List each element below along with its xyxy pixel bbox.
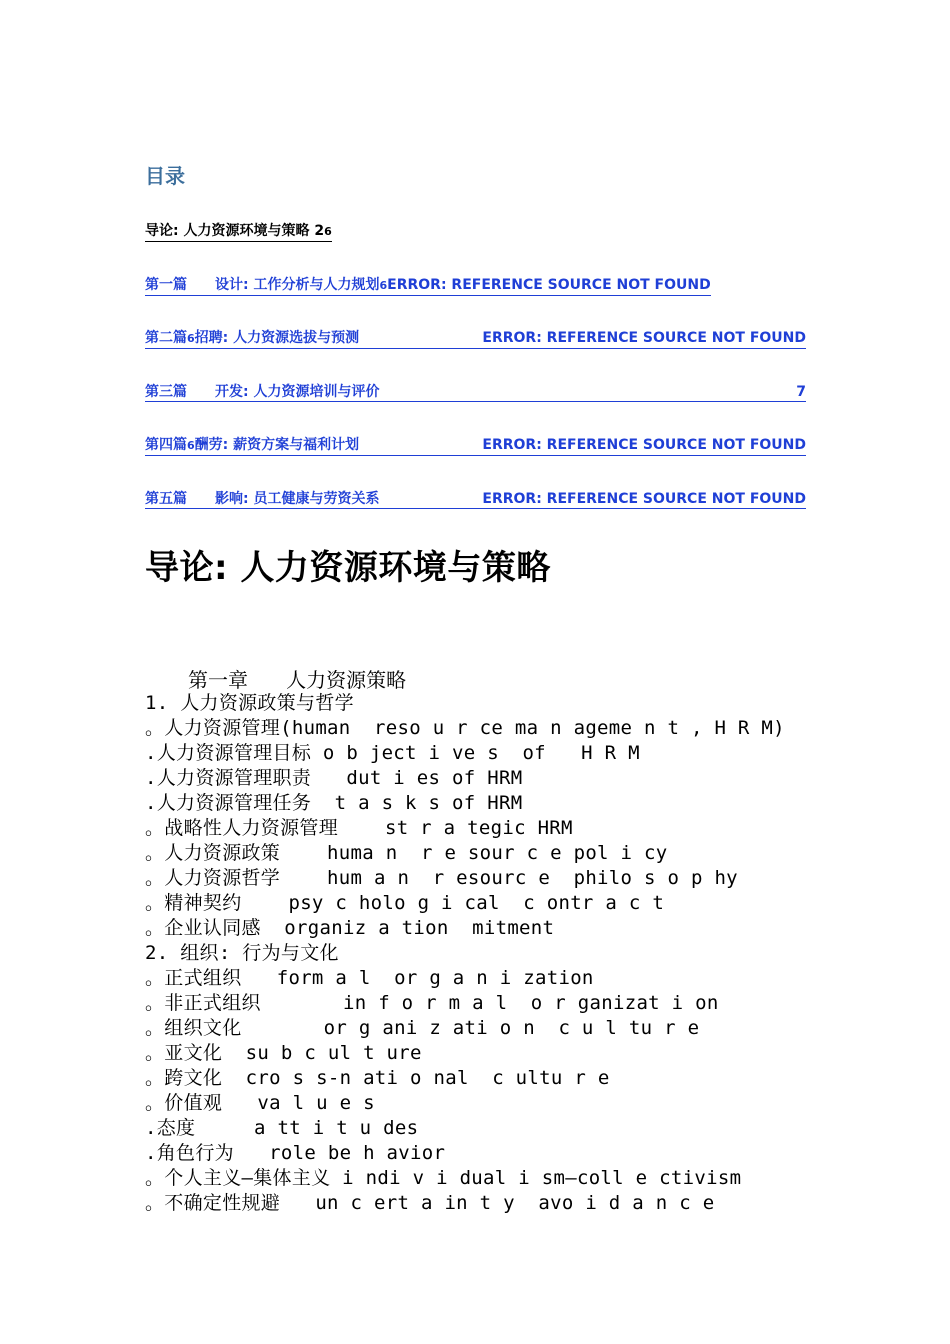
section-heading: 1. 人力资源政策与哲学 [145,692,354,714]
toc-entry-mark: 6 [187,439,195,452]
term-line: 。人力资源政策 huma n r e sour c e pol i cy [145,842,668,864]
toc-entry-title: 开发: 人力资源培训与评价 [215,384,380,400]
toc-entry-part-5[interactable] [145,490,806,509]
term-line: 。企业认同感 organiz a tion mitment [145,917,555,939]
toc-entry-chapter: 第二篇 [145,330,187,346]
document-title: 导论: 人力资源环境与策略 [145,548,551,588]
term-line: .人力资源管理目标 o b ject i ve s of H R M [145,742,640,764]
toc-entry-part-2[interactable] [145,329,806,349]
toc-entry-title: 设计: 工作分析与人力规划 [215,277,380,293]
toc-entry-chapter: 第三篇 [145,384,187,400]
toc-entry-page: ERROR: REFERENCE SOURCE NOT FOUND [482,330,806,346]
toc-entry-part-3[interactable] [145,383,806,402]
term-line: 。组织文化 or g ani z ati o n c u l tu r e [145,1017,700,1039]
chapter-heading [188,664,406,693]
term-list [145,691,785,1216]
toc-entry-text: 导论: 人力资源环境与策略 2 [145,223,325,239]
term-line: 。价值观 va l u e s [145,1092,375,1114]
term-line: .人力资源管理任务 t a s k s of HRM [145,792,523,814]
term-line: .态度 a tt i t u des [145,1117,419,1139]
term-line: 。跨文化 cro s s-n ati o nal c ultu r e [145,1067,610,1089]
toc-entry-part-1[interactable] [145,276,711,296]
toc-entry-introduction[interactable] [145,222,332,242]
term-line: 。非正式组织 in f o r m a l o r ganizat i on [145,992,719,1014]
chapter-label: 第一章 [188,668,248,692]
toc-entry-chapter: 第四篇 [145,437,187,453]
term-line: 。战略性人力资源管理 st r a tegic HRM [145,817,573,839]
term-line: .人力资源管理职责 dut i es of HRM [145,767,523,789]
toc-entry-title: 影响: 员工健康与劳资关系 [215,491,380,507]
term-line: 。人力资源管理(human reso u r ce ma n ageme n t , H R M) [145,717,785,739]
term-line: .角色行为 role be h avior [145,1142,446,1164]
toc-entry-title: 招聘: 人力资源选拔与预测 [194,330,360,346]
section-heading: 2. 组织: 行为与文化 [145,942,339,964]
term-line: 。人力资源哲学 hum a n r esourc e philo s o p hy [145,867,738,889]
toc-heading: 目录 [145,164,185,188]
toc-entry-chapter: 第一篇 [145,277,187,293]
term-line: 。亚文化 su b c ul t ure [145,1042,422,1064]
term-line: 。不确定性规避 un c ert a in t y avo i d a n c e [145,1192,715,1214]
toc-entry-title: 酬劳: 薪资方案与福利计划 [194,437,360,453]
chapter-title: 人力资源策略 [286,668,407,692]
toc-entry-page: ERROR: REFERENCE SOURCE NOT FOUND [387,277,711,293]
term-line: 。正式组织 form a l or g a n i zation [145,967,594,989]
toc-entry-tail: 6 [324,225,332,238]
term-line: 。个人主义—集体主义 i ndi v i dual i sm—coll e ctivism [145,1167,742,1189]
toc-entry-page: 7 [796,384,806,400]
toc-entry-part-4[interactable] [145,436,806,456]
toc-entry-page: ERROR: REFERENCE SOURCE NOT FOUND [482,491,806,507]
term-line: 。精神契约 psy c holo g i cal c ontr a c t [145,892,665,914]
toc-entry-mark: 6 [187,332,195,345]
toc-entry-chapter: 第五篇 [145,491,187,507]
toc-entry-mark: 6 [379,279,388,292]
toc-entry-page: ERROR: REFERENCE SOURCE NOT FOUND [482,437,806,453]
